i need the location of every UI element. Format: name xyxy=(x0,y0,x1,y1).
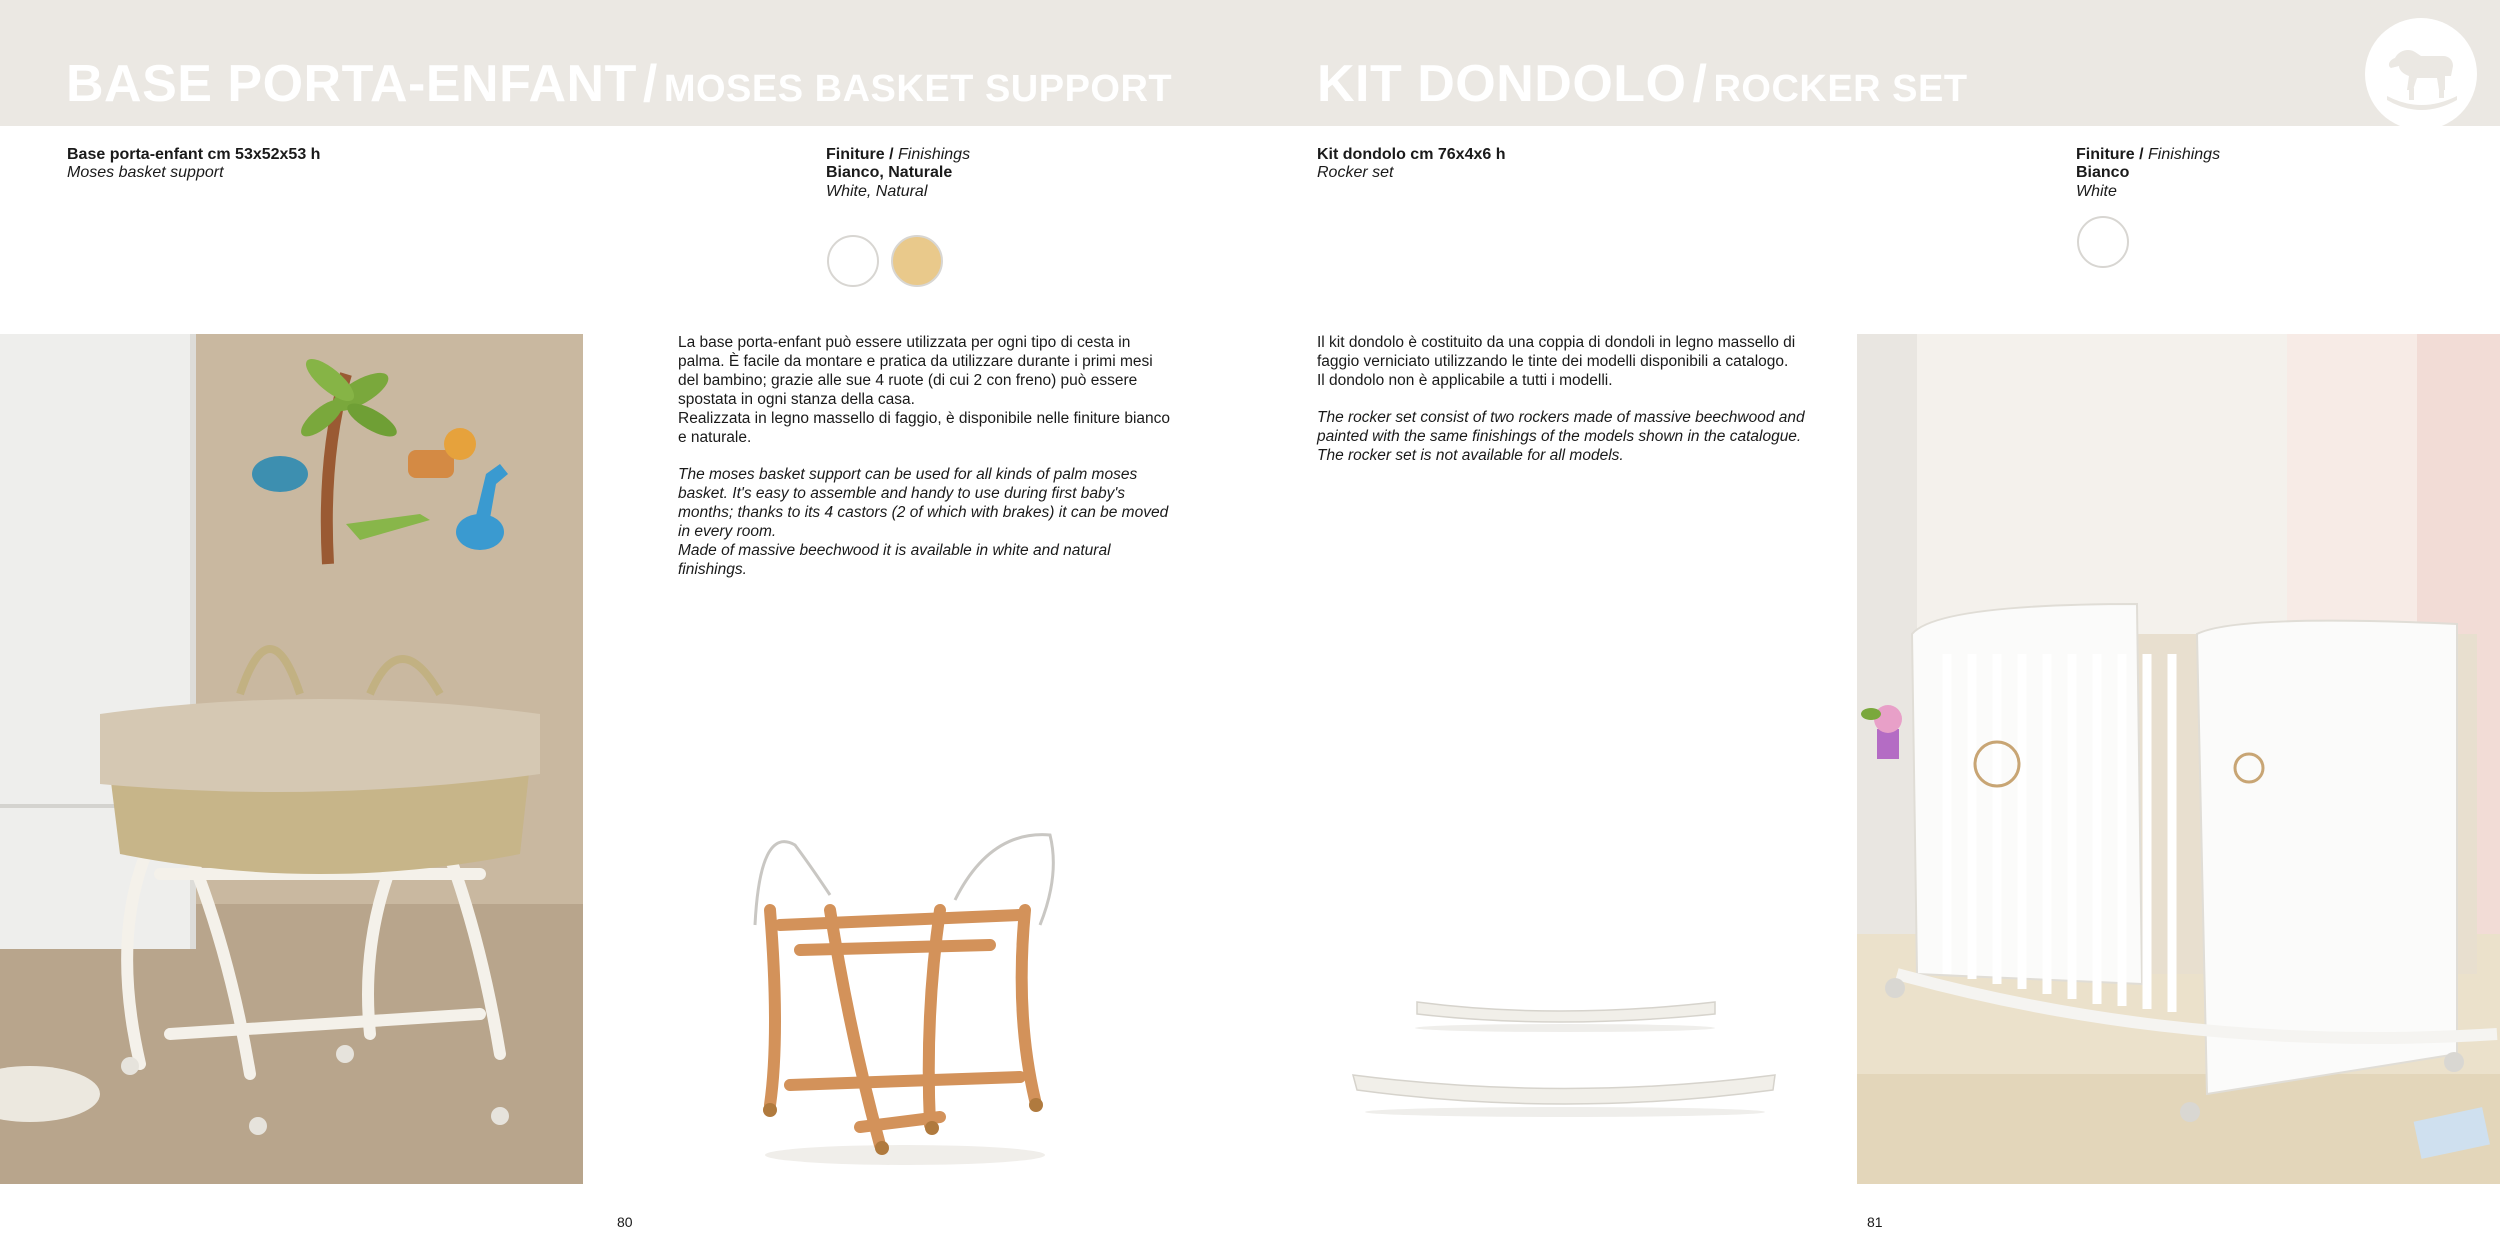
right-spec-en: Rocker set xyxy=(1317,164,1394,181)
right-finish-slash: / xyxy=(2139,146,2144,163)
right-title-main: KIT DONDOLO xyxy=(1317,55,1687,113)
left-desc-en-line: months; thanks to its 4 castors (2 of which with brakes) it can be moved xyxy=(678,504,1169,521)
right-lifestyle-photo xyxy=(1857,334,2500,1184)
right-desc-en-line: The rocker set consist of two rockers made of massive beechwood and xyxy=(1317,409,1805,426)
left-spec-line: Base porta-enfant cm 53x52x53 h xyxy=(67,146,321,163)
left-desc-it-line: e naturale. xyxy=(678,429,752,446)
left-desc-en-line: finishings. xyxy=(678,561,747,578)
swatch-white xyxy=(827,235,879,287)
left-finish-label-it: Finiture xyxy=(826,146,885,163)
left-finish-slash: / xyxy=(889,146,894,163)
left-desc-it-line: del bambino; grazie alle sue 4 ruote (di cui 2 con freno) può essere xyxy=(678,372,1138,389)
right-page-number: 81 xyxy=(1867,1214,1883,1230)
left-desc-it-line: spostata in ogni stanza della casa. xyxy=(678,391,915,408)
moses-stand-product-image xyxy=(740,815,1070,1165)
left-desc-it-line: palma. È facile da montare e pratica da utilizzare durante i primi mesi xyxy=(678,353,1153,370)
left-finish-label xyxy=(826,145,970,164)
left-description-en xyxy=(678,465,1238,579)
left-desc-en-line: in every room. xyxy=(678,523,777,540)
right-finish-values-en: White xyxy=(2076,183,2117,200)
rocker-set-product-image xyxy=(1345,990,1795,1120)
left-desc-it-line: Realizzata in legno massello di faggio, è disponibile nelle finiture bianco xyxy=(678,410,1170,427)
right-finish-label-en: Finishings xyxy=(2148,146,2221,163)
left-spec-en: Moses basket support xyxy=(67,164,224,181)
left-page-title xyxy=(66,54,1172,114)
left-lifestyle-photo xyxy=(0,334,583,1184)
right-page-title xyxy=(1317,54,1968,114)
left-description-it xyxy=(678,333,1238,447)
left-title-sub: MOSES BASKET SUPPORT xyxy=(663,68,1173,110)
right-desc-it-line: Il dondolo non è applicabile a tutti i modelli. xyxy=(1317,372,1613,389)
swatch-white-rocker xyxy=(2077,216,2129,268)
left-desc-en-line: The moses basket support can be used for all kinds of palm moses xyxy=(678,466,1138,483)
right-title-separator: / xyxy=(1692,55,1708,113)
right-description-it xyxy=(1317,333,1877,390)
right-desc-it-line: faggio verniciato utilizzando le tinte dei modelli disponibili a catalogo. xyxy=(1317,353,1789,370)
swatch-natural xyxy=(891,235,943,287)
right-desc-en-line: The rocker set is not available for all models. xyxy=(1317,447,1624,464)
right-description-en xyxy=(1317,408,1877,465)
left-finish-label-en: Finishings xyxy=(898,146,971,163)
left-desc-en-line: basket. It's easy to assemble and handy to use during first baby's xyxy=(678,485,1126,502)
left-finish-values-en: White, Natural xyxy=(826,183,928,200)
left-finish-values-it: Bianco, Naturale xyxy=(826,164,953,181)
brand-logo xyxy=(2365,18,2477,130)
left-desc-it-line: La base porta-enfant può essere utilizzata per ogni tipo di cesta in xyxy=(678,334,1131,351)
right-spec-line: Kit dondolo cm 76x4x6 h xyxy=(1317,146,1506,163)
left-title-main: BASE PORTA-ENFANT xyxy=(66,55,637,113)
right-desc-it-line: Il kit dondolo è costituito da una coppia di dondoli in legno massello di xyxy=(1317,334,1796,351)
right-finish-label-it: Finiture xyxy=(2076,146,2135,163)
left-page-number: 80 xyxy=(617,1214,633,1230)
right-finish-label xyxy=(2076,145,2220,164)
right-finish-values-it: Bianco xyxy=(2076,164,2130,181)
left-desc-en-line: Made of massive beechwood it is available in white and natural xyxy=(678,542,1111,559)
right-title-sub: ROCKER SET xyxy=(1713,68,1968,110)
left-title-separator: / xyxy=(642,55,658,113)
right-desc-en-line: painted with the same finishings of the models shown in the catalogue. xyxy=(1317,428,1802,445)
rocking-horse-icon xyxy=(2365,18,2477,130)
